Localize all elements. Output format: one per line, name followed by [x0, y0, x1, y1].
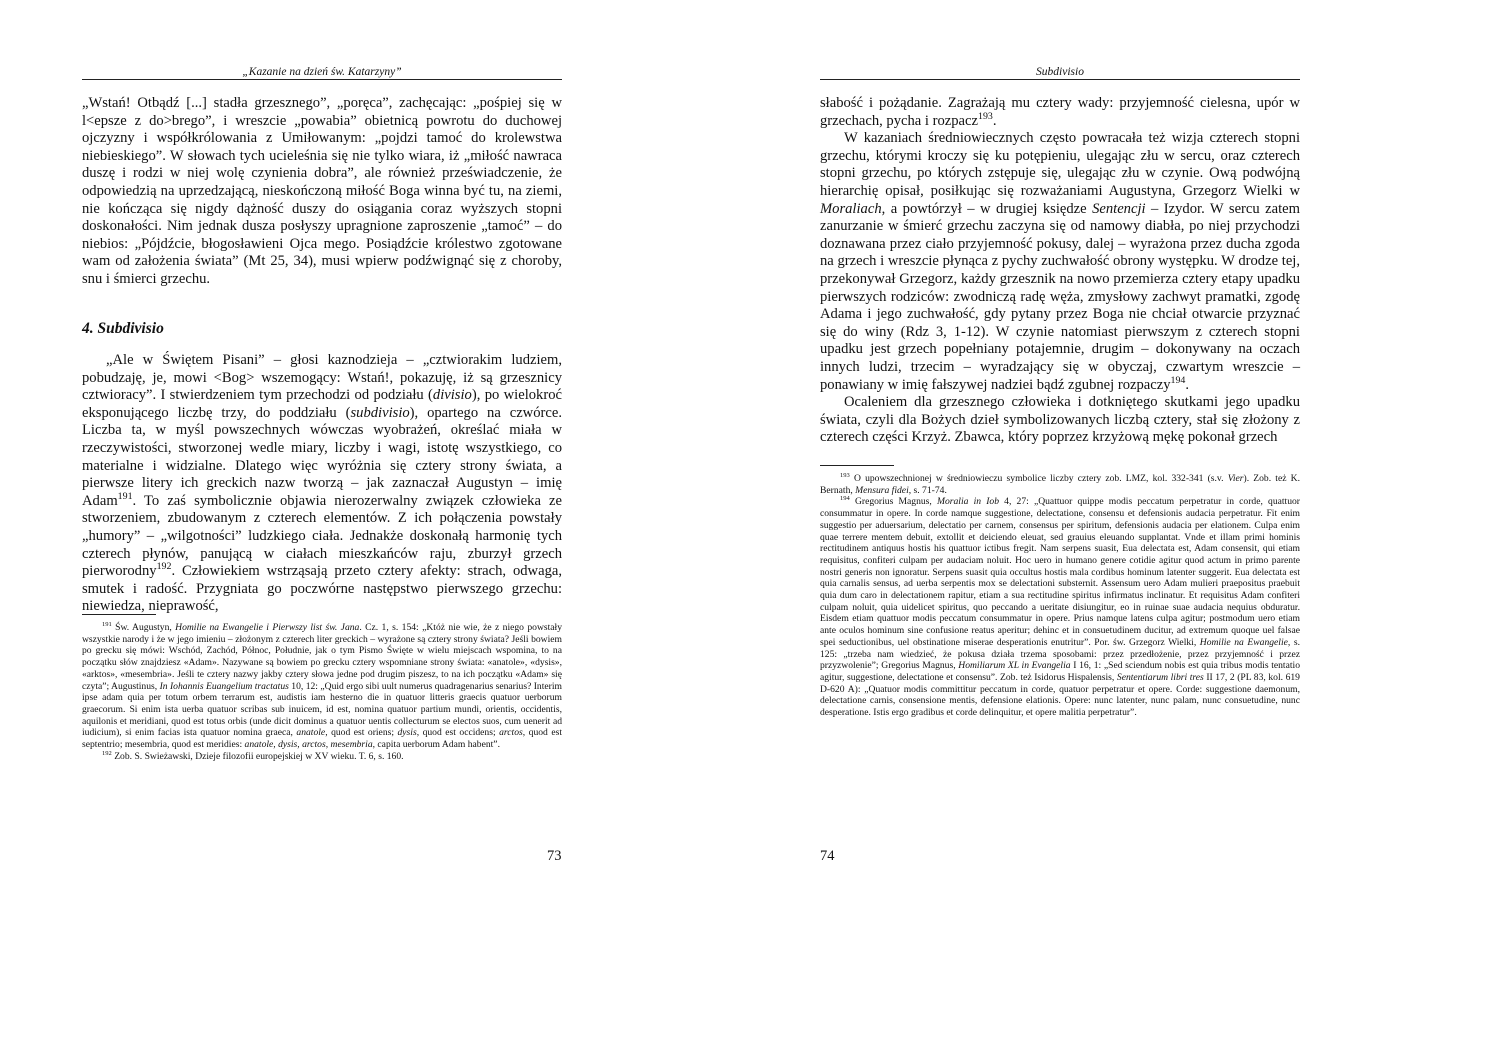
footnote-192 — [82, 751, 562, 763]
header-rule-left — [82, 79, 562, 80]
footnote-191: $^{191}$ Św. Augustyn, Homilie na Ewangelie i Pierwszy list św. Jana. Cz. 1, s. 154: „Któż nie wie, że z niego powstały wszystkie narody i że w jego imieniu – złożonym z czterech liter greckich – wyrażone są cztery strony świata? Jeśli bowiem po grecku się mówi: Wschód, Zachód, Północ, Południe, jak o tym Pismo Święte w wielu miejscach wspomina, to na początku słów znajdziesz «Adam». Nazywane są bowiem po grecku cztery wspomniane strony świata: «anatole», «dysis», «arktos», «mesembria». Jeśli te cztery nazwy jakby cztery słowa jedne pod drugim piszesz, to na ich początku «Adam» się czyta”; Augustinus, In Iohannis Euangelium tractatus 10, 12: „Quid ergo sibi uult numerus quadragenarius senarius? Interim ipse adam quia per totum orbem terrarum est, audistis iam hesterno die in quatuor litteris graecis quatuor uerborum graecorum. Si enim ista uerba quatuor scribas sub inuicem, id est, nomina quatuor partium mundi, orientis, occidentis, aquilonis et meridiani, quod est totus orbis (unde dicit dominus a quatuor uentis collecturum se electos suos, cum uenerit ad iudicium), si enim facias ista quatuor nomina graeca, anatole, quod est oriens; dysis, quod est occidens; arctos, quod est septentrio; mesembria, quod est meridies: anatole, dysis, arctos, mesembria, capita uerborum Adam habent”. — [82, 620, 562, 751]
footnote-194: $^{194}$ Gregorius Magnus, Moralia in Iob 4, 27: „Quattuor quippe modis peccatum perpetratur in corde, quattuor consummatur in opere. In corde namque suggestione, delectatione, consensu et defensionis audacia perpetratur. Fit enim suggestio per aduersarium, delectatio per carnem, consensus per spiritum, defensionis audacia per elationem. Culpa enim quae terrere mentem debuit, extollit et deiciendo eleuat, sed grauius eleuando supplantat. Vnde et illam primi hominis rectitudinem antiquus hostis his quattuor ictibus fregit. Nam serpens suasit, Eua delectata est, Adam consensit, qui etiam requisitus, confiteri culpam per audaciam noluit. Hoc uero in humano genere cotidie agitur quod actum in primo parente nostri generis non ignoratur. Serpens suasit quia occultus hostis mala cordibus hominum latenter suggerit. Eua delectata est quia carnalis sensus, ad uerba serpentis mox se delectationi substernit. Assensum uero Adam mulieri praepositus praebuit quia dum caro in delectationem rapitur, etiam a sua rectitudine spiritus infirmatus inclinatur. Et requisitus Adam confiteri culpam noluit, quia uidelicet spiritus, quo peccando a ueritate disiungitur, eo in ruinae suae audacia nequius obduratur. Eisdem etiam quattuor modis peccatum consummatur in opere. Prius namque latens culpa agitur; postmodum uero etiam ante oculos hominum sine confusione reatus aperitur; dehinc et in consuetudinem ducitur, ad extremum quoque uel falsae spei seductionibus, uel obstinatione miserae desperationis enutritur”. Por. św. Grzegorz Wielki, Homilie na Ewangelie, s. 125: „trzeba nam wiedzieć, że pokusa działa trzema sposobami: przez przedłożenie, przez przyjemność i przez przyzwolenie”; Gregorius Magnus, Homiliarum XL in Evangelia I 16, 1: „Sed sciendum nobis est quia tribus modis tentatio agitur, suggestione, delectatione et consensu”. Zob. też Isidorus Hispalensis, Sententiarum libri tres II 17, 2 (PL 83, kol. 619 D-620 A): „Quatuor modis committitur peccatum in corde, quatuor perpetratur et opere. Corde: suggestione daemonum, delectatione carnis, consensione mentis, defensione elationis. Opere: nunc latenter, nunc palam, nunc consuetudine, nunc desperatione. Istis ergo gradibus et corde delinquitur, et opere malitia perpetratur”. — [820, 495, 1301, 719]
footnote-192-number: 192 — [102, 749, 112, 757]
page-number-left: 73 — [547, 848, 562, 864]
running-head-left: „Kazanie na dzień św. Katarzyny” — [242, 66, 402, 78]
left-body-paragraph-1: „Wstań! Otbądź [...] stadła grzesznego”, „poręca”, zachęcając: „pośpiej się w l<epsze z do>brego”, i wreszcie „powabia” obietnicą powrotu do duchowej ojczyzny i współkrólowania z Umiłowanym: „pojdzi tamoć do krolewstwa niebieskiego”. W słowach tych ucieleśnia się nie tylko wiara, iż „miłość nawraca duszę i rodzi w niej wolę czynienia dobra”, ale również przeświadczenie, że odpowiedzią na uprzedzającą, nieskończoną miłość Boga winna być tu, na ziemi, nie kończąca się nigdy dążność duszy do osiągania coraz wyższych stopni doskonałości. Nim jednak dusza posłyszy upragnione zaproszenie „tamoć” – do niebios: „Pójdźcie, błogosławieni Ojca mego. Posiądźcie królestwo zgotowane wam od założenia świata” (Mt 25, 34), musi wpierw podźwignąć się z choroby, snu i śmierci grzechu. — [82, 95, 562, 287]
running-head-right: Subdivisio — [1036, 66, 1084, 78]
header-rule-right — [820, 79, 1300, 80]
footnote-193-number: 193 — [840, 471, 850, 479]
footnote-191-number: 191 — [102, 620, 112, 628]
footnote-rule-right — [820, 465, 894, 466]
left-body-paragraph-2: „Ale w Świętem Pisani” – głosi kaznodzieja – „cztwiorakim ludziem, pobudzaję, je, mowi <Bog> wszemogący: Wstań!, pokazuję, iż są grzesznicy cztwioracy”. I stwierdzeniem tym przechodzi od podziału (divisio), po wielokroć eksponującego liczbę trzy, do poddziału (subdivisio), opartego na czwórce. Liczba ta, w myśl powszechnych wówczas wyobrażeń, określać miała w rzeczywistości, stworzonej wedle miary, liczby i wagi, istotę wszystkiego, co materialne i widzialne. Dlatego więc wyróżnia się cztery strony świata, a pierwsze litery ich greckich nazw tworzą – jak zaznaczał Augustyn – imię Adam$^{191}$. To zaś symbolicznie objawia nierozerwalny związek człowieka ze stworzeniem, zbudowanym z czterech elementów. Z ich połączenia powstały „humory” – „wilgotności” ludzkiego ciała. Jednakże doskonałą harmonię tych czterech płynów, panującą w ciałach mieszkańców raju, zburzył grzech pierworodny$^{192}$. Człowiekiem wstrząsają przeto cztery afekty: strach, odwaga, smutek i radość. Przygniata go poczwórne następstwo pierwszego grzechu: niewiedza, nieprawość, — [82, 352, 562, 615]
right-body-text: słabość i pożądanie. Zagrażają mu cztery wady: przyjemność cielesna, upór w grzechach, pycha i rozpacz$^{193}$. W kazaniach średniowiecznych często powracała też wizja czterech stopni grzechu, którymi kroczy się ku potępieniu, ulegając złu w sercu, oraz czterech stopni grzechu, po których zstępuje się, ulegając złu w czynie. Ową podwójną hierarchię opisał, posiłkując się rozważaniami Augustyna, Grzegorz Wielki w Moraliach, a powtórzył – w drugiej księdze Sentencji – Izydor. W sercu zatem zanurzanie w śmierć grzechu zaczyna się od namowy diabła, po niej przychodzi doznawana przez ciało przyjemność pokusy, dalej – wyrażona przez ducha zgoda na grzech i wreszcie płynąca z pychy zuchwałość obrony występku. W drodze tej, przekonywał Grzegorz, każdy grzesznik na nowo przemierza cztery etapy upadku pierwszych rodziców: zwodniczą radę węża, zmysłowy zachwyt pramatki, zgodę Adama i jego zuchwałość, gdy pytany przez Boga nie chciał otwarcie przyznać się do winy (Rdz 3, 1-12). W czynie natomiast pierwszym z czterech stopni upadku jest grzech popełniany potajemnie, drugim – dokonywany na oczach innych ludzi, trzecim – wyradzający się w obyczaj, czwartym wreszcie – ponawiany w imię fałszywej nadziei bądź zgubnej rozpaczy$^{194}$. Ocaleniem dla grzesznego człowieka i dotkniętego skutkami jego upadku świata, czyli dla Bożych dzieł symbolizowanych liczbą cztery, stał się złożony z czterech części Krzyż. Zbawca, który poprzez krzyżową mękę pokonał grzech — [820, 95, 1300, 446]
footnote-192-text: Zob. S. Swieżawski, Dzieje filozofii europejskiej w XV wieku. T. 6, s. 160. — [114, 750, 404, 762]
page-number-right: 74 — [820, 848, 835, 864]
right-footnotes — [820, 473, 1300, 719]
footnote-193: $^{193}$ O upowszechnionej w średniowieczu symbolice liczby cztery zob. LMZ, kol. 332-341 (s.v. Vier). Zob. też K. Bernath, Mensura fidei, s. 71-74. — [820, 471, 1300, 496]
footnote-rule-left — [82, 614, 156, 615]
left-footnotes — [82, 622, 562, 762]
section-heading-subdivisio: 4. Subdivisio — [82, 320, 164, 337]
footnote-194-number: 194 — [840, 495, 850, 503]
